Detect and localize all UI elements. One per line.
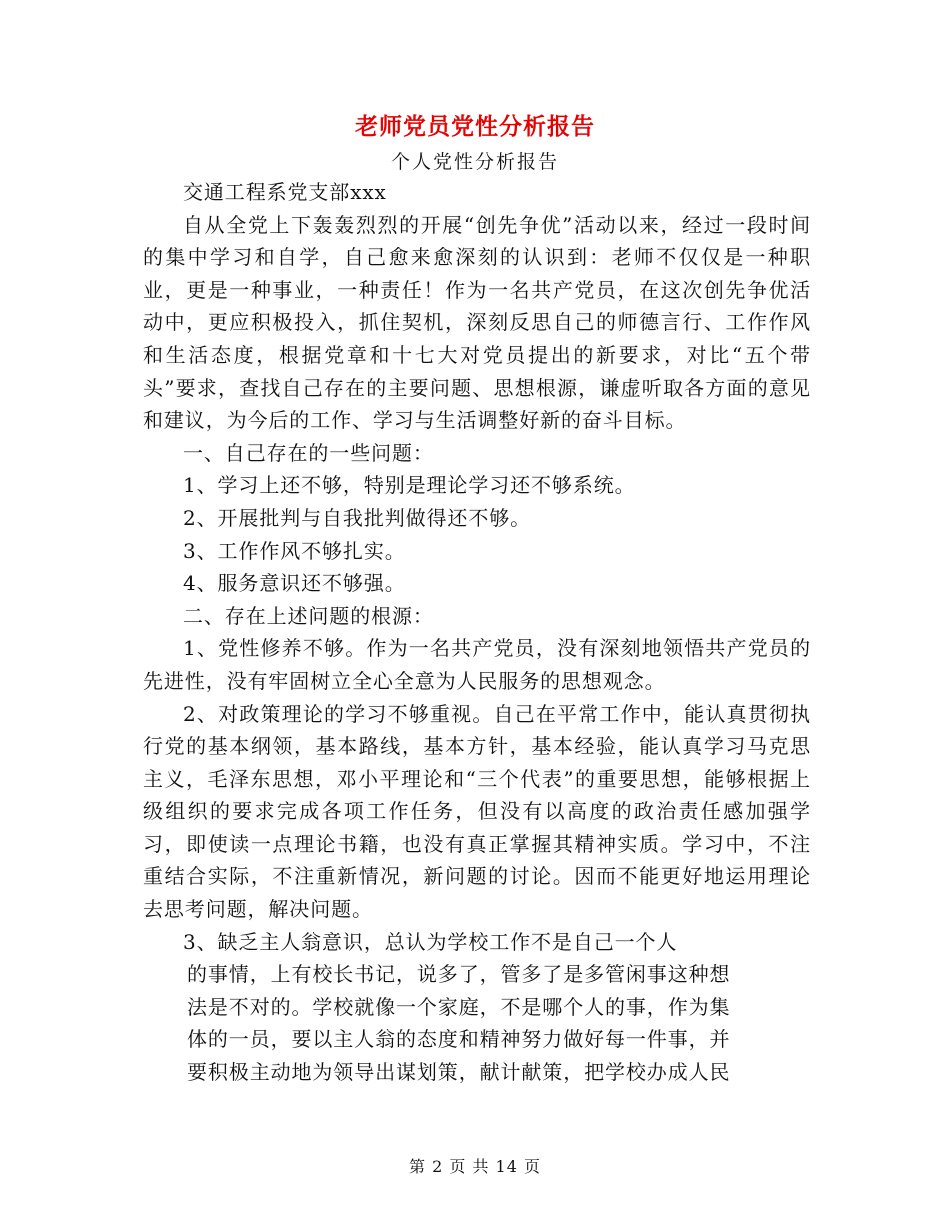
indented-line-3: 体的一员，要以主人翁的态度和精神努力做好每一件事，并 <box>187 1027 731 1052</box>
list-item-problem-4: 4、服务意识还不够强。 <box>183 571 406 596</box>
page-number-footer: 第 2 页 共 14 页 <box>409 1157 541 1176</box>
indented-line-4: 要积极主动地为领导出谋划策，献计献策，把学校办成人民 <box>187 1060 731 1085</box>
document-title: 老师党员党性分析报告 <box>355 113 595 140</box>
document-body <box>143 176 811 1089</box>
author-line: 交通工程系党支部xxx <box>183 180 387 204</box>
paragraph-root-2: 2、对政策理论的学习不够重视。自己在平常工作中，能认真贯彻执行党的基本纲领，基本路线，基本方针，基本经验，能认真学习马克思主义，毛泽东思想，邓小平理论和“三个代表”的重要思想，能够根据上级组织的要求完成各项工作任务，但没有以高度的政治责任感加强学习，即使读一点理论书籍，也没有真正掌握其精神实质。学习中，不注重结合实际，不注重新情况，新问题的讨论。因而不能更好地运用理论去思考问题，解决问题。 <box>143 701 811 922</box>
paragraph-intro: 自从全党上下轰轰烈烈的开展“创先争优”活动以来，经过一段时间的集中学习和自学，自己愈来愈深刻的认识到：老师不仅仅是一种职业，更是一种事业，一种责任！作为一名共产党员，在这次创先争优活动中，更应积极投入，抓住契机，深刻反思自己的师德言行、工作作风和生活态度，根据党章和十七大对党员提出的新要求，对比“五个带头”要求，查找自己存在的主要问题、思想根源，谦虚听取各方面的意见和建议，为今后的工作、学习与生活调整好新的奋斗目标。 <box>143 212 811 433</box>
section-heading-problems: 一、自己存在的一些问题： <box>183 440 434 465</box>
paragraph-root-1: 1、党性修养不够。作为一名共产党员，没有深刻地领悟共产党员的先进性，没有牢固树立全心全意为人民服务的思想观念。 <box>143 636 811 693</box>
document-subtitle: 个人党性分析报告 <box>390 151 559 173</box>
section-heading-roots: 二、存在上述问题的根源： <box>183 603 434 628</box>
list-item-problem-3: 3、工作作风不够扎实。 <box>183 538 406 563</box>
paragraph-root-3: 3、缺乏主人翁意识，总认为学校工作不是自己一个人 <box>183 929 678 954</box>
list-item-problem-2: 2、开展批判与自我批判做得还不够。 <box>183 505 532 530</box>
list-item-problem-1: 1、学习上还不够，特别是理论学习还不够系统。 <box>183 473 636 498</box>
indented-line-2: 法是不对的。学校就像一个家庭，不是哪个人的事，作为集 <box>187 994 731 1019</box>
indented-line-1: 的事情，上有校长书记，说多了，管多了是多管闲事这种想 <box>187 962 731 987</box>
